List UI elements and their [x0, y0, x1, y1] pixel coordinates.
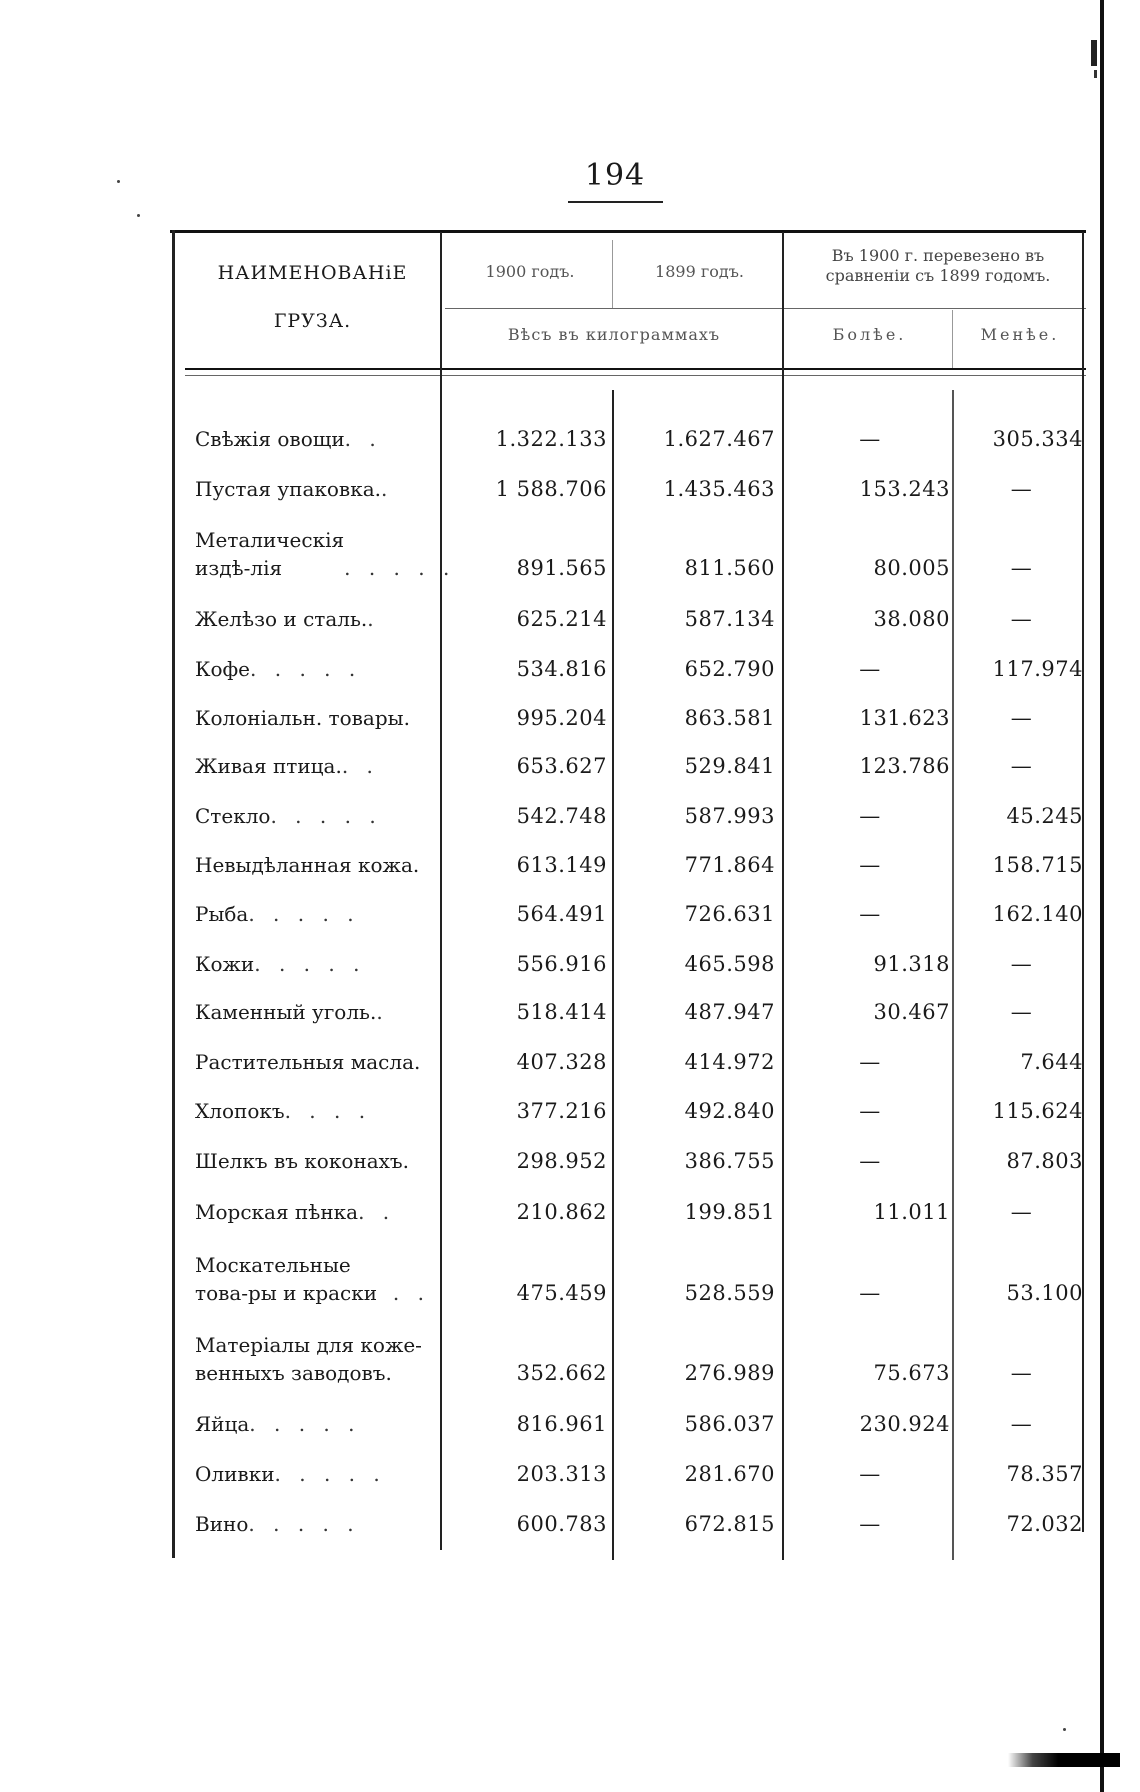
- value-1900: 534.816: [516, 657, 607, 681]
- header-cargo-name-line2: ГРУЗА.: [273, 309, 352, 332]
- y1900-column-border-body: [612, 390, 614, 1560]
- speck-dot: [137, 214, 140, 217]
- cargo-name: Живая птица.: [195, 754, 342, 778]
- leader-dots: .: [380, 477, 394, 501]
- cargo-name: Рыба: [195, 902, 249, 926]
- cargo-name: Растительныя масла.: [195, 1050, 421, 1074]
- table-left-border: [172, 230, 175, 1558]
- value-1900: 556.916: [516, 952, 607, 976]
- cargo-name: Металическія издѣ-лія: [195, 528, 345, 580]
- page-edge-mark-small: [1094, 70, 1097, 78]
- cargo-name: Пустая упаковка.: [195, 477, 381, 501]
- cargo-name: Вино: [195, 1512, 249, 1536]
- cargo-name-cell: [195, 475, 430, 503]
- value-less: —: [1010, 952, 1033, 976]
- cargo-name: Свѣжія овощи: [195, 427, 345, 451]
- value-less: —: [1010, 477, 1033, 501]
- value-less: —: [1010, 1000, 1033, 1024]
- leader-dots: . . . . .: [248, 902, 360, 926]
- leader-dots: . . . .: [284, 1099, 372, 1123]
- value-1900: 613.149: [516, 853, 607, 877]
- value-1900: 600.783: [516, 1512, 607, 1536]
- more-column-border: [952, 310, 953, 368]
- cargo-name: Яйца: [195, 1412, 250, 1436]
- cargo-name-cell: [195, 1097, 430, 1125]
- cargo-name-cell: [195, 851, 430, 879]
- cargo-name: Шелкъ въ коконахъ.: [195, 1149, 409, 1173]
- value-1899: 811.560: [684, 556, 775, 580]
- value-more: 153.243: [859, 477, 950, 501]
- value-more: 11.011: [873, 1200, 950, 1224]
- value-1900: 203.313: [516, 1462, 607, 1486]
- leader-dots: . .: [341, 754, 379, 778]
- value-1900: 475.459: [516, 1281, 607, 1305]
- value-1899: 465.598: [684, 952, 775, 976]
- header-bottom-rule-2: [185, 375, 1086, 376]
- value-more: —: [859, 657, 881, 681]
- value-1899: 863.581: [684, 706, 775, 730]
- header-cargo-name-line1: НАИМЕНОВАНіЕ: [217, 262, 408, 284]
- cargo-name: Колоніальн. товары.: [195, 706, 410, 730]
- value-1899: 652.790: [684, 657, 775, 681]
- page-number-rule: [568, 201, 663, 203]
- value-1900: 407.328: [516, 1050, 607, 1074]
- more-column-border-body: [952, 390, 954, 1560]
- value-less: 115.624: [992, 1099, 1083, 1123]
- speck-dot: [117, 180, 120, 183]
- value-1899: 1.627.467: [663, 427, 775, 451]
- cargo-name-cell: [195, 425, 430, 453]
- value-1899: 414.972: [684, 1050, 775, 1074]
- value-1899: 487.947: [684, 1000, 775, 1024]
- value-less: 305.334: [992, 427, 1083, 451]
- value-1899: 276.989: [684, 1361, 775, 1385]
- value-less: 162.140: [992, 902, 1083, 926]
- value-1899: 1.435.463: [663, 477, 775, 501]
- header-year-1899: 1899 годъ.: [655, 262, 744, 281]
- value-less: 158.715: [992, 853, 1083, 877]
- leader-dots: .: [367, 607, 380, 631]
- cargo-name-cell: [195, 1510, 430, 1538]
- cargo-name-cell: [195, 1251, 430, 1307]
- value-more: 230.924: [859, 1412, 950, 1436]
- cargo-name-cell: [195, 1331, 430, 1387]
- leader-dots: . .: [392, 1281, 430, 1305]
- value-more: 30.467: [873, 1000, 950, 1024]
- value-1900: 298.952: [516, 1149, 607, 1173]
- value-less: 72.032: [1006, 1512, 1083, 1536]
- cargo-name-cell: [195, 526, 456, 582]
- value-1899: 672.815: [684, 1512, 775, 1536]
- header-weight-unit: Вѣсъ въ килограммахъ: [507, 325, 721, 344]
- cargo-name: Невыдѣланная кожа.: [195, 853, 420, 877]
- cargo-name: Оливки: [195, 1462, 275, 1486]
- value-more: —: [859, 1149, 881, 1173]
- leader-dots: .: [376, 1000, 389, 1024]
- y1899-column-border: [782, 232, 784, 1560]
- value-more: 131.623: [859, 706, 950, 730]
- cargo-name-cell: [195, 752, 430, 780]
- value-more: 38.080: [873, 607, 950, 631]
- cargo-name: Каменный уголь.: [195, 1000, 377, 1024]
- cargo-name-cell: [195, 1048, 430, 1076]
- cargo-name-cell: [195, 1410, 430, 1438]
- value-less: —: [1010, 1361, 1033, 1385]
- value-1900: 816.961: [516, 1412, 607, 1436]
- cargo-name-cell: [195, 655, 430, 683]
- value-less: 53.100: [1006, 1281, 1083, 1305]
- value-1900: 564.491: [516, 902, 607, 926]
- value-less: —: [1010, 607, 1033, 631]
- value-more: 80.005: [873, 556, 950, 580]
- cargo-name-cell: [195, 605, 430, 633]
- leader-dots: . . . . .: [248, 1512, 360, 1536]
- cargo-name-cell: [195, 1198, 430, 1226]
- value-more: —: [859, 427, 881, 451]
- cargo-name: Желѣзо и сталь.: [195, 607, 368, 631]
- cargo-name: Кофе: [195, 657, 251, 681]
- cargo-name-cell: [195, 802, 430, 830]
- value-less: 78.357: [1006, 1462, 1083, 1486]
- cargo-name: Хлопокъ: [195, 1099, 285, 1123]
- cargo-name: Москательные това-ры и краски: [195, 1253, 378, 1305]
- value-1900: 625.214: [516, 607, 607, 631]
- leader-dots: . . . . .: [250, 657, 362, 681]
- value-1899: 386.755: [684, 1149, 775, 1173]
- name-column-border: [440, 232, 442, 1550]
- cargo-name: Кожи: [195, 952, 255, 976]
- value-less: —: [1010, 706, 1033, 730]
- value-1899: 587.993: [684, 804, 775, 828]
- table-top-rule: [170, 230, 1086, 233]
- header-comparison: Въ 1900 г. перевезено въ сравненіи съ 1899 годомъ.: [825, 246, 1051, 285]
- value-1900: 518.414: [516, 1000, 607, 1024]
- value-1900: 1 588.706: [495, 477, 607, 501]
- leader-dots: . . . . .: [270, 804, 382, 828]
- page-number: 194: [584, 158, 646, 193]
- leader-dots: . . . . .: [249, 1412, 361, 1436]
- value-1899: 199.851: [684, 1200, 775, 1224]
- value-less: 7.644: [1020, 1050, 1083, 1074]
- value-1900: 1.322.133: [495, 427, 607, 451]
- value-less: —: [1010, 556, 1033, 580]
- leader-dots: . . . . .: [274, 1462, 386, 1486]
- cargo-name-cell: [195, 704, 430, 732]
- value-more: 75.673: [873, 1361, 950, 1385]
- value-1900: 653.627: [516, 754, 607, 778]
- value-more: —: [859, 804, 881, 828]
- value-less: —: [1010, 754, 1033, 778]
- leader-dots: . .: [344, 427, 382, 451]
- leader-dots: . .: [358, 1200, 396, 1224]
- value-1899: 492.840: [684, 1099, 775, 1123]
- header-cargo-name: [185, 262, 440, 334]
- cargo-name-cell: [195, 1460, 430, 1488]
- value-more: —: [859, 1462, 881, 1486]
- header-more: Болѣе.: [832, 325, 907, 344]
- leader-dots: . . . . .: [254, 952, 366, 976]
- cargo-name-cell: [195, 950, 430, 978]
- scan-corner-mark: [1008, 1753, 1120, 1767]
- value-1900: 891.565: [516, 556, 607, 580]
- value-1900: 377.216: [516, 1099, 607, 1123]
- header-less: Менѣе.: [980, 325, 1060, 344]
- cargo-name-cell: [195, 998, 430, 1026]
- header-bottom-rule: [185, 368, 1086, 370]
- value-1900: 995.204: [516, 706, 607, 730]
- cargo-name: Морская пѣнка: [195, 1200, 359, 1224]
- value-less: —: [1010, 1200, 1033, 1224]
- value-less: —: [1010, 1412, 1033, 1436]
- value-more: —: [859, 1099, 881, 1123]
- value-1899: 771.864: [684, 853, 775, 877]
- value-1900: 542.748: [516, 804, 607, 828]
- value-1900: 210.862: [516, 1200, 607, 1224]
- value-1899: 587.134: [684, 607, 775, 631]
- value-less: 45.245: [1006, 804, 1083, 828]
- value-1899: 726.631: [684, 902, 775, 926]
- value-less: 87.803: [1006, 1149, 1083, 1173]
- value-more: —: [859, 853, 881, 877]
- value-1900: 352.662: [516, 1361, 607, 1385]
- speck-dot: [1063, 1728, 1066, 1731]
- value-more: —: [859, 1050, 881, 1074]
- header-mid-rule: [445, 308, 1086, 309]
- value-less: 117.974: [992, 657, 1083, 681]
- cargo-name-cell: [195, 1147, 430, 1175]
- leader-dots: . . . . .: [344, 556, 456, 580]
- value-1899: 529.841: [684, 754, 775, 778]
- page-edge-line: [1100, 0, 1104, 1792]
- value-1899: 281.670: [684, 1462, 775, 1486]
- cargo-name: Матеріалы для коже-венныхъ заводовъ.: [195, 1333, 422, 1385]
- value-more: 91.318: [873, 952, 950, 976]
- cargo-name-cell: [195, 900, 430, 928]
- page-edge-mark: [1091, 40, 1097, 66]
- value-more: —: [859, 1281, 881, 1305]
- value-more: —: [859, 902, 881, 926]
- value-1899: 586.037: [684, 1412, 775, 1436]
- value-more: —: [859, 1512, 881, 1536]
- cargo-name: Стекло: [195, 804, 271, 828]
- value-more: 123.786: [859, 754, 950, 778]
- header-year-1900: 1900 годъ.: [485, 262, 575, 281]
- value-1899: 528.559: [684, 1281, 775, 1305]
